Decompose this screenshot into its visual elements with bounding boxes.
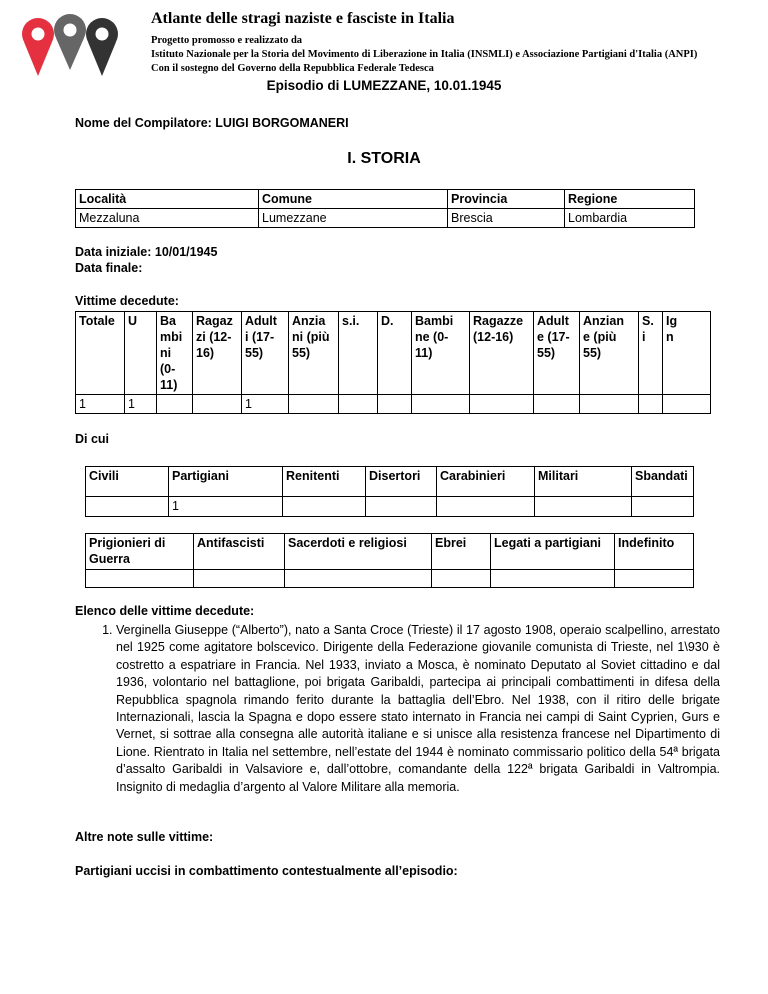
header-provincia: Provincia xyxy=(448,190,565,209)
value-regione: Lombardia xyxy=(565,209,695,228)
category-header: Indefinito xyxy=(615,534,694,570)
victims-header: Ragaz zi (12- 16) xyxy=(193,312,242,395)
episode-title: Episodio di LUMEZZANE, 10.01.1945 xyxy=(266,78,502,93)
category-header: Legati a partigiani xyxy=(491,534,615,570)
category-value xyxy=(535,497,632,517)
support-line: Con il sostegno del Governo della Repubblica Federale Tedesca xyxy=(151,63,434,74)
victims-value xyxy=(157,395,193,414)
category-header: Prigionieri di Guerra xyxy=(86,534,194,570)
category-header: Antifascisti xyxy=(194,534,285,570)
victims-header: Ragazze (12-16) xyxy=(470,312,534,395)
category-value xyxy=(194,570,285,588)
pin-dark-icon xyxy=(86,18,118,76)
map-pins-logo xyxy=(18,10,130,80)
section-title: I. STORIA xyxy=(347,150,421,167)
victims-header: Totale xyxy=(76,312,125,395)
institutes-line: Istituto Nazionale per la Storia del Movimento di Liberazione in Italia (INSMLI) e Associazione Partigiani d'Italia (ANPI) xyxy=(151,49,698,60)
end-date: Data finale: xyxy=(75,261,143,275)
location-table xyxy=(75,189,695,228)
category-value xyxy=(86,570,194,588)
value-localita: Mezzaluna xyxy=(76,209,259,228)
page-header xyxy=(18,6,758,76)
category-value xyxy=(366,497,437,517)
categories-table-1 xyxy=(85,466,694,517)
category-header: Civili xyxy=(86,467,169,497)
victims-value xyxy=(193,395,242,414)
header-comune: Comune xyxy=(259,190,448,209)
victims-value: 1 xyxy=(125,395,157,414)
victim-list-title: Elenco delle vittime decedute: xyxy=(75,604,255,618)
list-item: 1. Verginella Giuseppe (“Alberto”), nato a Santa Croce (Trieste) il 17 agosto 1908, operaio scalpellino, arrestato nel 1925 come agitatore bolscevico. Dirigente della Federazione giovanile comunista di Trieste, nel 1\930 è costretto a espatriare in Francia. Nel 1933, inviato a Mosca, è nominato Deputato al Soviet cittadino e dal 1936, volontario nel battaglione, poi brigata Garibaldi, partecipa ai principali combattimenti in difesa della Repubblica spagnola rimando ferito durante la battaglia dell’Ebro. Nel 1938, con il ritiro delle brigate Internazionali, lascia la Spagna e dopo essere stato internato in Francia nei campi di Saint Cyprien, Gurs e Vernet, si sottrae alla consegna alle autorità italiane e si unisce alla resistenza francese nel Dipartimento di Lione. Rientrato in Italia nel settembre, nell’estate del 1944 è nominato commissario politico della 54ª brigata d’assalto Garibaldi in Valsaviore e, dall’ottobre, comandante della 122ª brigata Garibaldi in Valtrompia. Insignito di medaglia d’argento al Valore Militare alla memoria. xyxy=(116,622,720,796)
victims-header: Adult e (17- 55) xyxy=(534,312,580,395)
victims-header: S. i xyxy=(639,312,663,395)
category-value xyxy=(491,570,615,588)
di-cui-label: Di cui xyxy=(75,432,110,446)
value-provincia: Brescia xyxy=(448,209,565,228)
project-line: Progetto promosso e realizzato da xyxy=(151,35,303,46)
partisans-label: Partigiani uccisi in combattimento contestualmente all’episodio: xyxy=(75,864,458,878)
category-value xyxy=(615,570,694,588)
victims-title: Vittime decedute: xyxy=(75,294,179,308)
header-localita: Località xyxy=(76,190,259,209)
category-value xyxy=(86,497,169,517)
category-header: Carabinieri xyxy=(437,467,535,497)
victims-value: 1 xyxy=(76,395,125,414)
header-regione: Regione xyxy=(565,190,695,209)
pin-red-icon xyxy=(22,18,54,76)
category-value xyxy=(432,570,491,588)
start-date: Data iniziale: 10/01/1945 xyxy=(75,245,218,259)
victims-header: s.i. xyxy=(339,312,378,395)
victims-table xyxy=(75,311,711,414)
victims-value xyxy=(289,395,339,414)
victims-value xyxy=(534,395,580,414)
compiler-name: Nome del Compilatore: LUIGI BORGOMANERI xyxy=(75,116,349,130)
other-notes-label: Altre note sulle vittime: xyxy=(75,830,214,844)
victims-value: 1 xyxy=(242,395,289,414)
victims-header: D. xyxy=(378,312,412,395)
victims-header: Adult i (17- 55) xyxy=(242,312,289,395)
category-value xyxy=(283,497,366,517)
category-header: Disertori xyxy=(366,467,437,497)
victims-header: U xyxy=(125,312,157,395)
category-header: Militari xyxy=(535,467,632,497)
victims-value xyxy=(339,395,378,414)
victims-header: Anzia ni (più 55) xyxy=(289,312,339,395)
victims-value xyxy=(412,395,470,414)
category-header: Sacerdoti e religiosi xyxy=(285,534,432,570)
category-header: Sbandati xyxy=(632,467,694,497)
victims-header: Anzian e (più 55) xyxy=(580,312,639,395)
atlas-title: Atlante delle stragi naziste e fasciste in Italia xyxy=(151,10,455,27)
category-value: 1 xyxy=(169,497,283,517)
category-header: Ebrei xyxy=(432,534,491,570)
category-header: Renitenti xyxy=(283,467,366,497)
victims-header: Ba mbi ni (0- 11) xyxy=(157,312,193,395)
victims-value xyxy=(580,395,639,414)
victims-header: Ig n xyxy=(663,312,711,395)
category-header: Partigiani xyxy=(169,467,283,497)
victims-value xyxy=(663,395,711,414)
pin-gray-icon xyxy=(54,14,86,70)
victims-value xyxy=(639,395,663,414)
categories-table-2 xyxy=(85,533,694,588)
category-value xyxy=(285,570,432,588)
victims-value xyxy=(378,395,412,414)
category-value xyxy=(437,497,535,517)
victims-value xyxy=(470,395,534,414)
victim-list xyxy=(96,622,720,796)
category-value xyxy=(632,497,694,517)
value-comune: Lumezzane xyxy=(259,209,448,228)
victims-header: Bambi ne (0- 11) xyxy=(412,312,470,395)
